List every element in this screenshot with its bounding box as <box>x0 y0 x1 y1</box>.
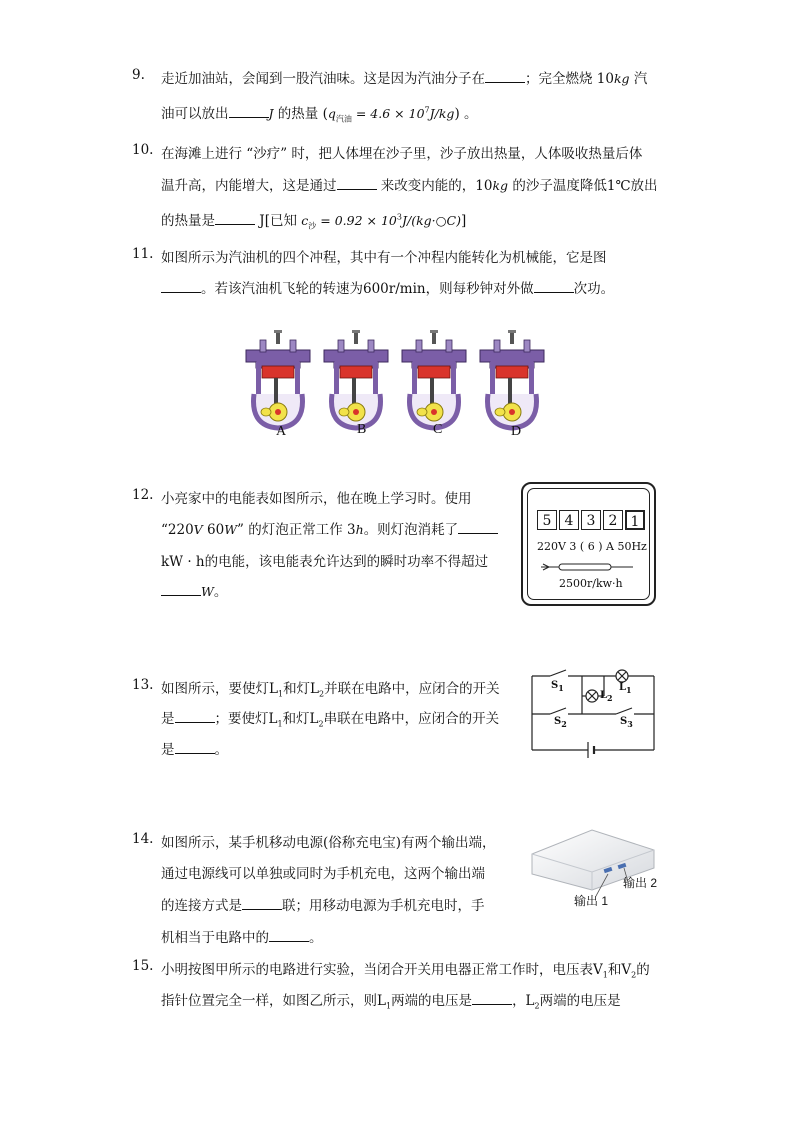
meter-digit: 1 <box>625 510 645 530</box>
output-1-label: 输出 1 <box>574 894 609 908</box>
question-text-line: “220V 60W” 的灯泡正常工作 3h。则灯泡消耗了 <box>161 518 498 538</box>
question-text-line: 小明按图甲所示的电路进行实验，当闭合开关用电器正常工作时，电压表$V_1$和$V_2$的 <box>161 962 650 980</box>
meter-digit: 4 <box>559 510 579 530</box>
question-text-line: 走近加油站，会闻到一股汽油味。这是因为汽油分子在 ；完全燃烧 10kg 汽 <box>161 71 648 87</box>
electric-meter-figure <box>521 482 656 606</box>
meter-disc-icon <box>539 560 635 574</box>
switch-s1-label: $S_1$ <box>551 680 564 693</box>
question-text-line: 如图所示，某手机移动电源(俗称充电宝)有两个输出端， <box>161 835 496 851</box>
question-number: 15. <box>132 958 154 974</box>
question-number: 14. <box>132 831 154 847</box>
figure-label-d: D <box>511 424 522 439</box>
answer-blank[interactable] <box>175 741 215 754</box>
meter-digit: 2 <box>603 510 623 530</box>
answer-blank[interactable] <box>229 105 269 118</box>
question-text-line: 通过电源线可以单独或同时为手机充电，这两个输出端 <box>161 866 485 882</box>
question-text-line: W。 <box>161 580 227 600</box>
question-number: 13. <box>132 677 154 693</box>
figure-label-b: B <box>357 422 367 437</box>
question-number: 12. <box>132 487 154 503</box>
meter-spec: 220V 3 ( 6 ) A 50Hz <box>537 540 647 553</box>
answer-blank[interactable] <box>485 70 525 83</box>
question-number: 9. <box>132 67 145 83</box>
figure-label-a: A <box>276 424 287 439</box>
switch-s3-label: $S_3$ <box>620 716 633 729</box>
question-text-line: 小亮家中的电能表如图所示，他在晚上学习时。使用 <box>161 491 472 507</box>
lamp-l2-label: $L_2$ <box>600 690 613 703</box>
question-text-line: 是 。 <box>161 742 228 758</box>
figure-label-c: C <box>433 422 443 437</box>
lamp-l1-label: $L_1$ <box>619 682 632 695</box>
question-text-line: 。若该汽油机飞轮的转速为600r/min，则每秒钟对外做 次功。 <box>161 277 614 297</box>
question-number: 10. <box>132 142 154 158</box>
answer-blank[interactable] <box>534 280 574 293</box>
question-number: 11. <box>132 246 154 262</box>
meter-digits <box>537 510 647 530</box>
question-text-line: 机相当于电路中的 。 <box>161 930 323 946</box>
question-text-line: 如图所示，要使灯$L_1$和灯$L_2$并联在电路中，应闭合的开关 <box>161 681 500 699</box>
meter-digit: 3 <box>581 510 601 530</box>
meter-revolutions: 2500r/kw·h <box>559 577 623 590</box>
switch-s2-label: $S_2$ <box>554 716 567 729</box>
answer-blank[interactable] <box>472 992 512 1005</box>
question-text-line: 是 ；要使灯$L_1$和灯$L_2$串联在电路中，应闭合的开关 <box>161 711 500 729</box>
question-text-line: 的热量是 J[已知 $c_沙 = 0.92$ × $10^3J/(kg\cdot○C)$] <box>161 212 467 231</box>
circuit-figure <box>526 664 660 764</box>
question-text-line: 指针位置完全一样，如图乙所示，则$L_1$两端的电压是 ，$L_2$两端的电压是 <box>161 993 621 1011</box>
question-text-line: kW · h的电能，该电能表允许达到的瞬时功率不得超过 <box>161 554 489 570</box>
answer-blank[interactable] <box>242 897 282 910</box>
question-text-line: 油可以放出 J 的热量 $(q_{汽油} = 4.6 \times 10^7J/kg)$ 。 <box>161 105 478 124</box>
answer-blank[interactable] <box>337 177 377 190</box>
answer-blank[interactable] <box>175 710 215 723</box>
question-text-line: 在海滩上进行 “沙疗” 时，把人体埋在沙子里，沙子放出热量，人体吸收热量后体 <box>161 146 643 162</box>
question-text-line: 的连接方式是 联；用移动电源为手机充电时，手 <box>161 898 485 914</box>
output-2-label: 输出 2 <box>623 876 658 890</box>
answer-blank[interactable] <box>215 212 255 225</box>
answer-blank[interactable] <box>269 929 309 942</box>
answer-blank[interactable] <box>458 521 498 534</box>
question-text-line: 温升高，内能增大，这是通过 来改变内能的，10kg 的沙子温度降低1℃放出 <box>161 178 658 194</box>
answer-blank[interactable] <box>161 583 201 596</box>
answer-blank[interactable] <box>161 280 201 293</box>
question-text-line: 如图所示为汽油机的四个冲程，其中有一个冲程内能转化为机械能，它是图 <box>161 250 607 266</box>
meter-digit: 5 <box>537 510 557 530</box>
